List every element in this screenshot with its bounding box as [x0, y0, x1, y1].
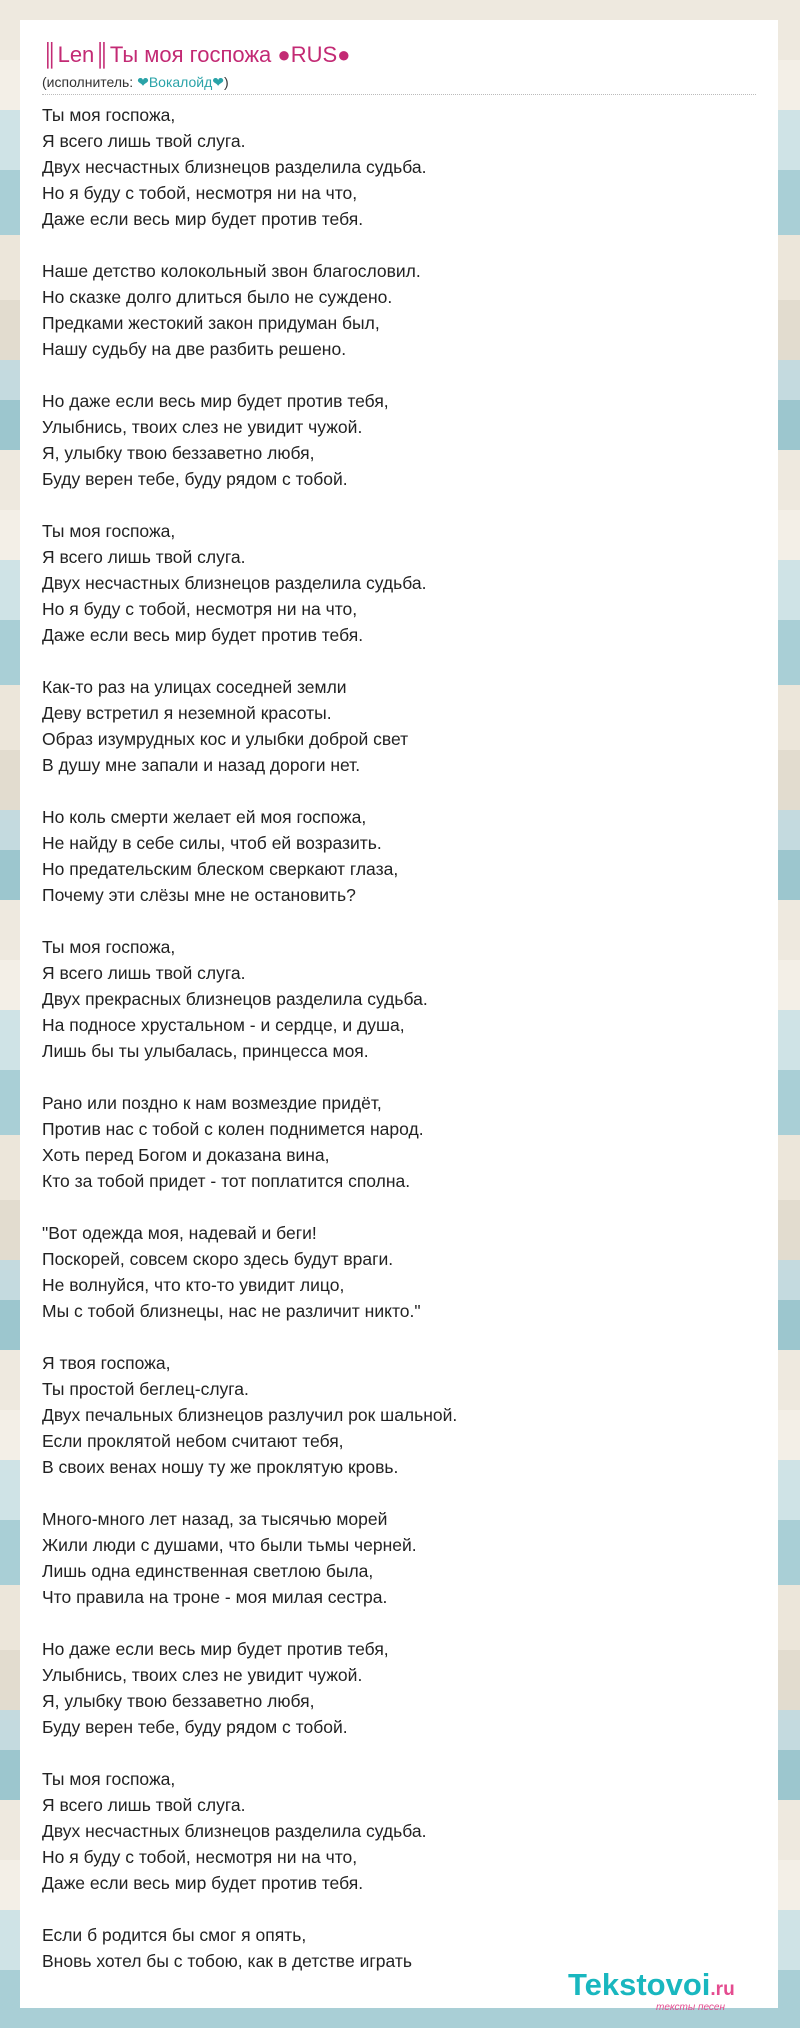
lyric-line: Не волнуйся, что кто-то увидит лицо,	[42, 1275, 345, 1295]
stanza	[42, 1506, 742, 1610]
lyric-line: Но предательским блеском сверкают глаза,	[42, 859, 399, 879]
lyric-line: Но я буду с тобой, несмотря ни на что,	[42, 1847, 358, 1867]
lyric-line: Деву встретил я неземной красоты.	[42, 703, 332, 723]
lyric-line: Если б родится бы смог я опять,	[42, 1925, 307, 1945]
artist-prefix: (исполнитель:	[42, 74, 138, 90]
artist-line	[42, 73, 229, 91]
logo-tagline: тексты песен	[656, 2002, 725, 2013]
lyric-line: Ты моя госпожа,	[42, 521, 176, 541]
title-divider	[42, 94, 756, 95]
stanza	[42, 518, 742, 648]
lyric-line: Почему эти слёзы мне не остановить?	[42, 885, 356, 905]
lyric-line: Двух несчастных близнецов разделила судьба.	[42, 1821, 427, 1841]
lyric-line: Двух прекрасных близнецов разделила судьба.	[42, 989, 428, 1009]
lyric-line: Двух печальных близнецов разлучил рок шальной.	[42, 1405, 458, 1425]
stanza	[42, 1220, 742, 1324]
lyric-line: Жили люди с душами, что были тьмы черней.	[42, 1535, 417, 1555]
lyric-line: Наше детство колокольный звон благословил.	[42, 261, 421, 281]
lyric-line: Но даже если весь мир будет против тебя,	[42, 391, 389, 411]
lyric-line: Улыбнись, твоих слез не увидит чужой.	[42, 1665, 363, 1685]
lyric-line: Я всего лишь твой слуга.	[42, 547, 246, 567]
lyric-line: Двух несчастных близнецов разделила судьба.	[42, 157, 427, 177]
stanza	[42, 674, 742, 778]
lyric-line: Ты моя госпожа,	[42, 937, 176, 957]
lyric-line: Я, улыбку твою беззаветно любя,	[42, 443, 315, 463]
lyric-line: Я всего лишь твой слуга.	[42, 963, 246, 983]
lyric-line: Я всего лишь твой слуга.	[42, 1795, 246, 1815]
lyric-line: Двух несчастных близнецов разделила судьба.	[42, 573, 427, 593]
lyric-line: В своих венах ношу ту же проклятую кровь.	[42, 1457, 399, 1477]
lyric-line: Кто за тобой придет - тот поплатится сполна.	[42, 1171, 411, 1191]
lyric-line: Буду верен тебе, буду рядом с тобой.	[42, 469, 348, 489]
lyric-line: Что правила на троне - моя милая сестра.	[42, 1587, 388, 1607]
artist-suffix: )	[224, 74, 229, 90]
stanza	[42, 102, 742, 232]
lyric-line: "Вот одежда моя, надевай и беги!	[42, 1223, 317, 1243]
lyric-line: Предками жестокий закон придуман был,	[42, 313, 380, 333]
logo-name: Tekstovoi	[568, 1967, 711, 2002]
stanza	[42, 258, 742, 362]
lyric-line: Против нас с тобой с колен поднимется народ.	[42, 1119, 424, 1139]
stanza	[42, 388, 742, 492]
lyric-line: Но я буду с тобой, несмотря ни на что,	[42, 599, 358, 619]
stanza	[42, 1766, 742, 1896]
lyric-line: Я твоя госпожа,	[42, 1353, 171, 1373]
artist-link[interactable]: ❤Вокалойд❤	[137, 74, 224, 90]
lyric-line: Образ изумрудных кос и улыбки доброй свет	[42, 729, 409, 749]
lyric-line: Ты моя госпожа,	[42, 105, 176, 125]
lyric-line: Лишь бы ты улыбалась, принцесса моя.	[42, 1041, 369, 1061]
lyric-line: Но сказке долго длиться было не суждено.	[42, 287, 393, 307]
lyric-line: Даже если весь мир будет против тебя.	[42, 625, 364, 645]
lyric-line: Как-то раз на улицах соседней земли	[42, 677, 347, 697]
logo-tld: .ru	[710, 1979, 735, 2000]
song-title: ║Len║Ты моя госпожа ●RUS●	[42, 42, 351, 67]
lyric-line: Но коль смерти желает ей моя госпожа,	[42, 807, 367, 827]
lyric-line: Много-много лет назад, за тысячью морей	[42, 1509, 388, 1529]
lyric-line: Ты моя госпожа,	[42, 1769, 176, 1789]
stanza	[42, 934, 742, 1064]
lyric-line: На подносе хрустальном - и сердце, и душа,	[42, 1015, 405, 1035]
lyric-line: Рано или поздно к нам возмездие придёт,	[42, 1093, 382, 1113]
lyric-line: Улыбнись, твоих слез не увидит чужой.	[42, 417, 363, 437]
lyric-line: В душу мне запали и назад дороги нет.	[42, 755, 361, 775]
lyric-line: Я, улыбку твою беззаветно любя,	[42, 1691, 315, 1711]
lyric-line: Если проклятой небом считают тебя,	[42, 1431, 344, 1451]
stanza	[42, 1090, 742, 1194]
lyric-line: Не найду в себе силы, чтоб ей возразить.	[42, 833, 382, 853]
stanza	[42, 804, 742, 908]
lyric-line: Но даже если весь мир будет против тебя,	[42, 1639, 389, 1659]
lyric-line: Но я буду с тобой, несмотря ни на что,	[42, 183, 358, 203]
lyric-line: Буду верен тебе, буду рядом с тобой.	[42, 1717, 348, 1737]
lyric-line: Даже если весь мир будет против тебя.	[42, 209, 364, 229]
site-logo[interactable]	[568, 1967, 794, 2017]
stanza	[42, 1350, 742, 1480]
lyric-line: Вновь хотел бы с тобою, как в детстве играть	[42, 1951, 412, 1971]
lyric-line: Даже если весь мир будет против тебя.	[42, 1873, 364, 1893]
lyrics-body	[42, 102, 742, 2000]
stanza	[42, 1636, 742, 1740]
lyric-line: Я всего лишь твой слуга.	[42, 131, 246, 151]
lyrics-card	[20, 20, 778, 2013]
lyric-line: Лишь одна единственная светлою была,	[42, 1561, 374, 1581]
lyric-line: Мы с тобой близнецы, нас не различит никто."	[42, 1301, 421, 1321]
lyric-line: Поскорей, совсем скоро здесь будут враги.	[42, 1249, 394, 1269]
lyric-line: Ты простой беглец-слуга.	[42, 1379, 249, 1399]
lyric-line: Нашу судьбу на две разбить решено.	[42, 339, 347, 359]
lyric-line: Хоть перед Богом и доказана вина,	[42, 1145, 330, 1165]
